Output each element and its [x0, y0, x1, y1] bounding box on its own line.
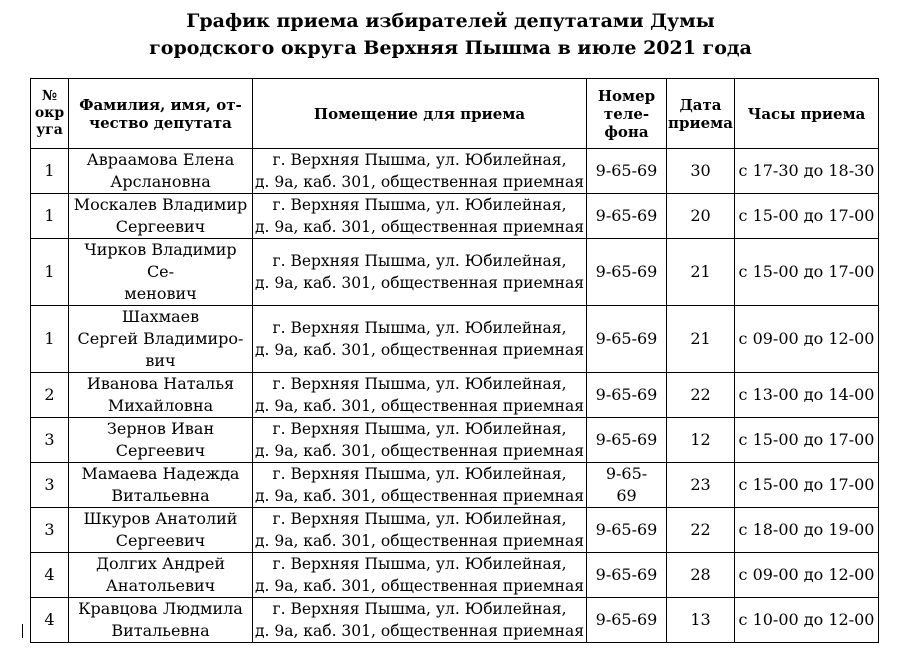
address-cell: г. Верхняя Пышма, ул. Юбилейная, д. 9а, каб. 301, общественная приемная: [253, 463, 587, 508]
phone-cell: 9-65-69: [587, 418, 667, 463]
table-row: [31, 508, 879, 553]
table-row: [31, 418, 879, 463]
district-cell: 3: [31, 508, 69, 553]
district-cell: 1: [31, 239, 69, 306]
hours-cell: с 15-00 до 17-00: [735, 463, 879, 508]
phone-cell: 9-65-69: [587, 239, 667, 306]
address-cell: г. Верхняя Пышма, ул. Юбилейная, д. 9а, каб. 301, общественная приемная: [253, 149, 587, 194]
hours-cell: с 09-00 до 12-00: [735, 553, 879, 598]
deputy-name-cell: Зернов Иван Сергеевич: [69, 418, 253, 463]
address-cell: г. Верхняя Пышма, ул. Юбилейная, д. 9а, каб. 301, общественная приемная: [253, 553, 587, 598]
district-cell: 4: [31, 598, 69, 643]
address-cell: г. Верхняя Пышма, ул. Юбилейная, д. 9а, каб. 301, общественная приемная: [253, 373, 587, 418]
text-cursor: [22, 624, 23, 638]
date-cell: 21: [667, 239, 735, 306]
table-row: [31, 553, 879, 598]
date-cell: 21: [667, 306, 735, 373]
date-cell: 13: [667, 598, 735, 643]
district-cell: 1: [31, 194, 69, 239]
address-cell: г. Верхняя Пышма, ул. Юбилейная, д. 9а, каб. 301, общественная приемная: [253, 239, 587, 306]
table-row: [31, 463, 879, 508]
district-cell: 3: [31, 418, 69, 463]
table-body: [31, 149, 879, 643]
phone-cell: 9-65-69: [587, 598, 667, 643]
header-district-number: № окр уга: [31, 79, 69, 149]
deputy-name-cell: Иванова Наталья Михайловна: [69, 373, 253, 418]
deputy-name-cell: Кравцова Людмила Витальевна: [69, 598, 253, 643]
district-cell: 1: [31, 306, 69, 373]
phone-cell: 9-65-69: [587, 306, 667, 373]
date-cell: 20: [667, 194, 735, 239]
date-cell: 30: [667, 149, 735, 194]
deputy-name-cell: Шкуров Анатолий Сергеевич: [69, 508, 253, 553]
phone-cell: 9-65-69: [587, 149, 667, 194]
district-cell: 2: [31, 373, 69, 418]
table-row: [31, 239, 879, 306]
header-reception-place: Помещение для приема: [253, 79, 587, 149]
phone-cell: 9-65- 69: [587, 463, 667, 508]
deputy-name-cell: Чирков Владимир Се- менович: [69, 239, 253, 306]
deputy-name-cell: Авраамова Елена Арслановна: [69, 149, 253, 194]
hours-cell: с 18-00 до 19-00: [735, 508, 879, 553]
document-title: [0, 8, 901, 62]
hours-cell: с 15-00 до 17-00: [735, 239, 879, 306]
table-row: [31, 149, 879, 194]
district-cell: 3: [31, 463, 69, 508]
hours-cell: с 13-00 до 14-00: [735, 373, 879, 418]
date-cell: 12: [667, 418, 735, 463]
address-cell: г. Верхняя Пышма, ул. Юбилейная, д. 9а, каб. 301, общественная приемная: [253, 306, 587, 373]
header-hours: Часы приема: [735, 79, 879, 149]
phone-cell: 9-65-69: [587, 553, 667, 598]
deputy-name-cell: Мамаева Надежда Витальевна: [69, 463, 253, 508]
table-row: [31, 598, 879, 643]
hours-cell: с 09-00 до 12-00: [735, 306, 879, 373]
date-cell: 22: [667, 373, 735, 418]
title-line-1: График приема избирателей депутатами Думы: [186, 10, 715, 32]
address-cell: г. Верхняя Пышма, ул. Юбилейная, д. 9а, каб. 301, общественная приемная: [253, 598, 587, 643]
schedule-table: [30, 78, 879, 643]
header-deputy-name: Фамилия, имя, от- чество депутата: [69, 79, 253, 149]
title-line-2: городского округа Верхняя Пышма в июле 2021 года: [149, 37, 752, 59]
table-row: [31, 373, 879, 418]
date-cell: 23: [667, 463, 735, 508]
deputy-name-cell: Шахмаев Сергей Владимиро- вич: [69, 306, 253, 373]
hours-cell: с 15-00 до 17-00: [735, 194, 879, 239]
date-cell: 22: [667, 508, 735, 553]
hours-cell: с 10-00 до 12-00: [735, 598, 879, 643]
header-date: Дата приема: [667, 79, 735, 149]
phone-cell: 9-65-69: [587, 194, 667, 239]
deputy-name-cell: Долгих Андрей Анатольевич: [69, 553, 253, 598]
table-header-row: [31, 79, 879, 149]
header-phone: Номер теле- фона: [587, 79, 667, 149]
phone-cell: 9-65-69: [587, 508, 667, 553]
phone-cell: 9-65-69: [587, 373, 667, 418]
address-cell: г. Верхняя Пышма, ул. Юбилейная, д. 9а, каб. 301, общественная приемная: [253, 508, 587, 553]
hours-cell: с 15-00 до 17-00: [735, 418, 879, 463]
deputy-name-cell: Москалев Владимир Сергеевич: [69, 194, 253, 239]
table-row: [31, 194, 879, 239]
district-cell: 4: [31, 553, 69, 598]
district-cell: 1: [31, 149, 69, 194]
address-cell: г. Верхняя Пышма, ул. Юбилейная, д. 9а, каб. 301, общественная приемная: [253, 194, 587, 239]
address-cell: г. Верхняя Пышма, ул. Юбилейная, д. 9а, каб. 301, общественная приемная: [253, 418, 587, 463]
table-row: [31, 306, 879, 373]
hours-cell: с 17-30 до 18-30: [735, 149, 879, 194]
date-cell: 28: [667, 553, 735, 598]
